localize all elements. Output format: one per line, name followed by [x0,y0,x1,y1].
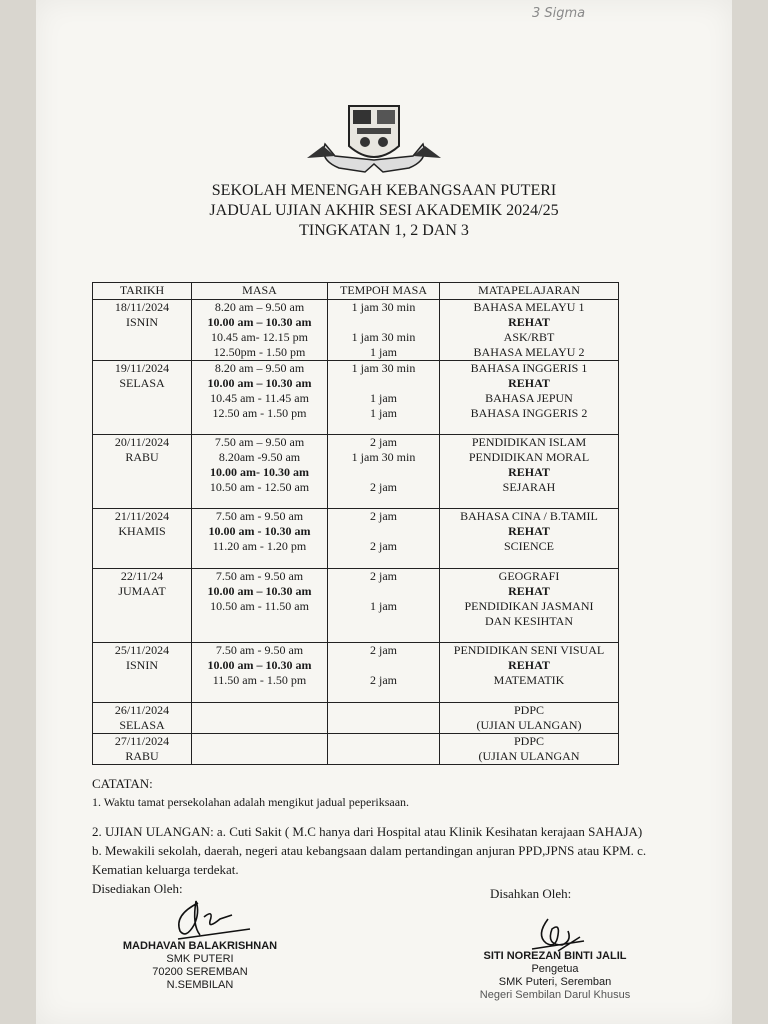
date-cell-line: 18/11/2024 [114,300,170,314]
notes-section [92,774,652,898]
time-cell [192,361,328,435]
subject-cell-line: (UJIAN ULANGAN [478,749,580,763]
subject-cell [440,435,619,509]
handwritten-note: 3 Sigma [532,6,586,21]
document-title: JADUAL UJIAN AKHIR SESI AKADEMIK 2024/25 [209,202,559,219]
duration-cell-line: 2 jam [370,673,397,687]
time-cell-line: 12.50pm - 1.50 pm [213,345,306,359]
time-cell-line: 10.00 am – 10.30 am [207,315,312,329]
date-cell-line: 20/11/2024 [114,435,170,449]
note-2: 2. UJIAN ULANGAN: a. Cuti Sakit ( M.C hanya dari Hospital atau Klinik Kesihatan kerajaan SAHAJA) b. Mewakili sekolah, daerah, negeri atau kebangsaan dalam pertandingan anjuran PPD,JPNS atau KPM. c. Kematian keluarga terdekat. [92,824,647,877]
duration-cell-line: 1 jam 30 min [351,361,416,375]
date-cell-line: 21/11/2024 [114,509,170,523]
prepared-by-label: Disediakan Oleh: [92,881,183,896]
subject-cell-line: PENDIDIKAN SENI VISUAL [453,643,605,657]
subject-cell-line: BAHASA JEPUN [485,391,573,405]
date-cell [93,569,192,643]
date-cell-line: KHAMIS [118,524,166,538]
subject-cell-line: BAHASA MELAYU 2 [473,345,585,359]
subject-cell-line: PDPC [513,703,545,717]
subject-cell-line: PDPC [513,734,545,748]
subject-cell-line: REHAT [508,376,550,390]
subject-cell-line: SCIENCE [503,539,554,553]
date-cell [93,300,192,361]
duration-cell [328,509,440,569]
subject-cell-line: BAHASA INGGERIS 1 [470,361,588,375]
table-header-row [93,283,619,300]
table-row [93,643,619,703]
subject-cell [440,361,619,435]
date-cell [93,361,192,435]
date-cell-line: 25/11/2024 [114,643,170,657]
date-cell [93,734,192,765]
time-cell [192,300,328,361]
subject-cell-line: ASK/RBT [503,330,555,344]
duration-cell-line: 2 jam [370,643,397,657]
time-cell-line: 10.00 am - 10.30 am [208,524,311,538]
duration-cell-line: 1 jam [370,406,397,420]
subject-cell-line: REHAT [508,315,550,329]
time-cell-line: 11.20 am - 1.20 pm [212,539,307,553]
duration-cell-line [332,465,435,480]
signatory-left-block [100,940,300,992]
subject-cell-line: REHAT [508,584,550,598]
time-cell [192,569,328,643]
column-header-time: MASA [192,283,328,300]
date-cell-line: RABU [125,749,159,763]
time-cell [192,734,328,765]
column-header-subject: MATAPELAJARAN [440,283,619,300]
subject-cell-line: (UJIAN ULANGAN) [476,718,582,732]
date-cell-line: SELASA [119,718,165,732]
date-cell [93,703,192,734]
subject-cell-line: PENDIDIKAN MORAL [468,450,590,464]
duration-cell-line: 2 jam [370,509,397,523]
signatory-right-name: SITI NOREZAN BINTI JALIL [483,950,627,962]
subject-cell-line: PENDIDIKAN ISLAM [471,435,587,449]
signatory-left-line3: 70200 SEREMBAN [152,966,248,978]
time-cell-line: 10.45 am- 12.15 pm [211,330,308,344]
signatory-left-name: MADHAVAN BALAKRISHNAN [122,940,278,952]
date-cell-line: ISNIN [126,315,158,329]
table-row [93,435,619,509]
signatory-right-line3: SMK Puteri, Seremban [498,976,612,988]
table-row [93,703,619,734]
date-cell [93,509,192,569]
subject-cell-line: REHAT [508,524,550,538]
notes-heading: CATATAN: [92,776,153,791]
time-cell-line: 8.20am -9.50 am [218,450,301,464]
subject-cell [440,703,619,734]
duration-cell [328,300,440,361]
date-cell-line: SELASA [119,376,165,390]
date-cell-line: 22/11/24 [120,569,164,583]
duration-cell-line [332,584,435,599]
date-cell [93,643,192,703]
exam-schedule-table [92,282,619,765]
subject-cell-line: DAN KESIHTAN [484,614,574,628]
subject-cell-line: MATEMATIK [493,673,565,687]
duration-cell-line [332,376,435,391]
duration-cell-line: 2 jam [370,569,397,583]
time-cell-line: 12.50 am - 1.50 pm [212,406,307,420]
time-cell-line: 7.50 am - 9.50 am [215,569,304,583]
date-cell-line: ISNIN [126,658,158,672]
subject-cell-line: PENDIDIKAN JASMANI [464,599,594,613]
time-cell-line: 10.00 am – 10.30 am [207,584,312,598]
signatory-right-line2: Pengetua [531,963,579,975]
duration-cell [328,734,440,765]
document-subtitle: TINGKATAN 1, 2 DAN 3 [299,222,469,239]
time-cell-line: 10.45 am - 11.45 am [210,391,309,405]
date-cell-line: RABU [125,450,159,464]
signatory-right-block [460,950,650,1002]
approved-by-label: Disahkan Oleh: [490,886,572,901]
signature-left [170,895,260,945]
subject-cell-line: REHAT [508,465,550,479]
duration-cell-line [332,658,435,673]
duration-cell-line [332,524,435,539]
time-cell [192,643,328,703]
time-cell-line: 10.50 am - 11.50 am [210,599,309,613]
duration-cell-line: 2 jam [370,435,397,449]
duration-cell-line: 2 jam [370,480,397,494]
date-cell-line: 26/11/2024 [114,703,170,717]
subject-cell-line: BAHASA INGGERIS 2 [470,406,588,420]
subject-cell-line: SEJARAH [502,480,556,494]
time-cell-line: 10.00 am- 10.30 am [210,465,309,479]
time-cell-line: 10.00 am – 10.30 am [207,658,312,672]
date-cell-line: JUMAAT [118,584,166,598]
duration-cell [328,569,440,643]
table-row [93,734,619,765]
subject-cell-line: GEOGRAFI [498,569,560,583]
time-cell [192,435,328,509]
subject-cell [440,569,619,643]
duration-cell-line: 1 jam [370,391,397,405]
subject-cell [440,643,619,703]
time-cell-line: 11.50 am - 1.50 pm [212,673,307,687]
time-cell-line: 7.50 am - 9.50 am [215,643,304,657]
school-name: SEKOLAH MENENGAH KEBANGSAAN PUTERI [211,182,557,199]
duration-cell-line: 1 jam [370,599,397,613]
signatory-left-line4: N.SEMBILAN [166,979,234,991]
duration-cell-line: 1 jam 30 min [351,330,416,344]
subject-cell-line: BAHASA MELAYU 1 [473,300,585,314]
subject-cell-line: BAHASA CINA / B.TAMIL [460,509,598,523]
time-cell-line: 8.20 am – 9.50 am [214,300,305,314]
duration-cell [328,361,440,435]
school-crest-logo [305,98,443,178]
subject-cell-line: REHAT [508,658,550,672]
duration-cell-line: 1 jam 30 min [351,300,416,314]
date-cell [93,435,192,509]
time-cell-line: 8.20 am – 9.50 am [214,361,305,375]
column-header-date: TARIKH [93,283,192,300]
subject-cell [440,300,619,361]
table-row [93,569,619,643]
date-cell-line: 19/11/2024 [114,361,170,375]
duration-cell [328,703,440,734]
duration-cell-line: 1 jam [370,345,397,359]
table-row [93,300,619,361]
duration-cell-line: 1 jam 30 min [351,450,416,464]
table-row [93,509,619,569]
duration-cell-line: 2 jam [370,539,397,553]
time-cell [192,703,328,734]
signatory-left-line2: SMK PUTERI [166,953,234,965]
time-cell-line: 10.00 am – 10.30 am [207,376,312,390]
signatory-right-line4: Negeri Sembilan Darul Khusus [479,989,631,1001]
note-1: 1. Waktu tamat persekolahan adalah mengikut jadual peperiksaan. [92,795,410,809]
column-header-duration: TEMPOH MASA [328,283,440,300]
time-cell-line: 7.50 am – 9.50 am [214,435,305,449]
subject-cell [440,734,619,765]
table-row [93,361,619,435]
time-cell [192,509,328,569]
time-cell-line: 7.50 am - 9.50 am [215,509,304,523]
duration-cell [328,643,440,703]
time-cell-line: 10.50 am - 12.50 am [209,480,310,494]
duration-cell [328,435,440,509]
subject-cell [440,509,619,569]
date-cell-line: 27/11/2024 [114,734,170,748]
duration-cell-line [332,315,435,330]
